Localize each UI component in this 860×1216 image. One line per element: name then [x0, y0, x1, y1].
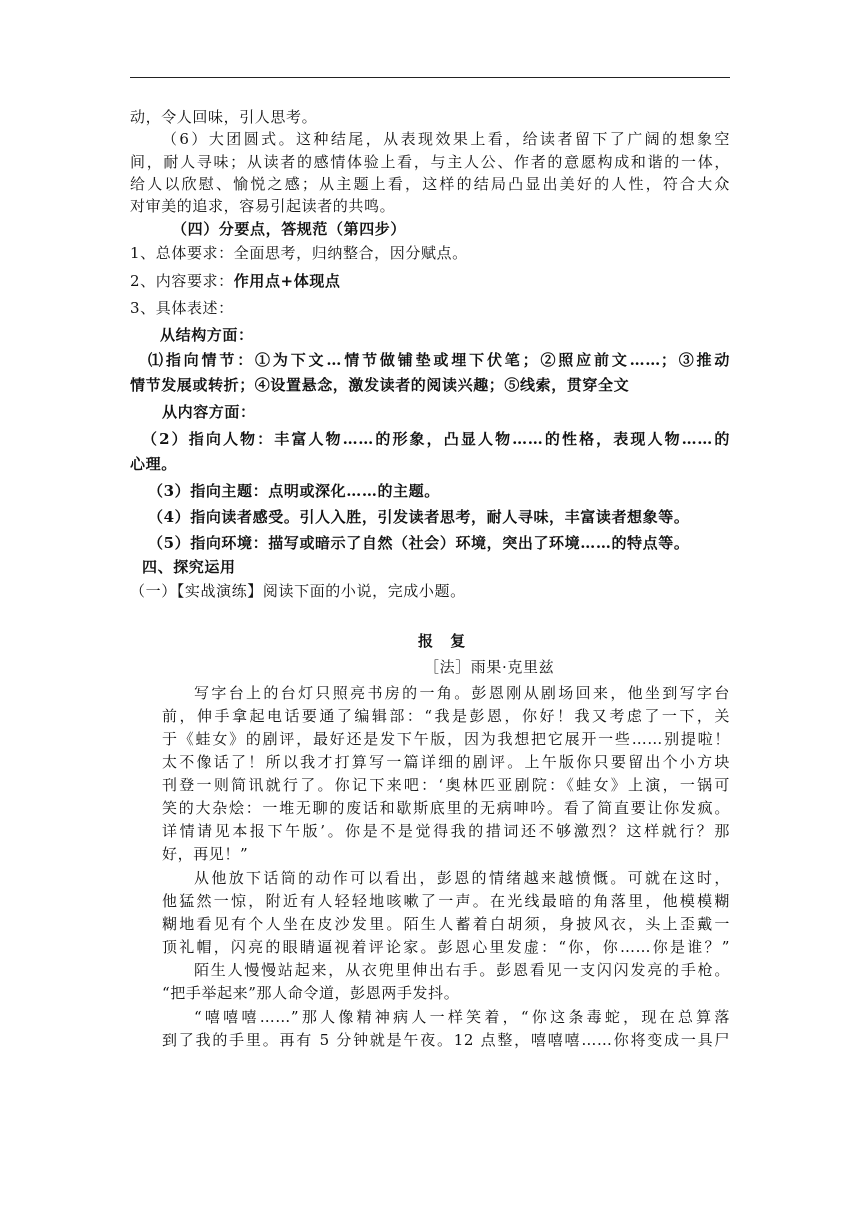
story-line: 糊地看见有个人坐在皮沙发里。陌生人蓄着白胡须，身披风衣，头上歪戴一	[162, 915, 730, 933]
story-line: 写字台上的台灯只照亮书房的一角。彭恩刚从剧场回来，他坐到写字台	[194, 684, 730, 702]
story-line: 到了我的手里。再有 5 分钟就是午夜。12 点整，嘻嘻嘻……你将变成一具尸	[162, 1031, 730, 1049]
text-line: 给人以欣慰、愉悦之感；从主题上看，这样的结局凸显出美好的人性，符合大众	[130, 175, 730, 193]
story-line: 于《蛙女》的剧评，最好还是发下午版，因为我想把它展开一些……别提啦！	[162, 730, 730, 748]
plot-line-2: 情节发展或转折；④设置悬念，激发读者的阅读兴趣；⑤线索，贯穿全文	[130, 376, 630, 394]
practice-label: （一）【实战演练】阅读下面的小说，完成小题。	[130, 582, 466, 600]
story-line: “嘻嘻嘻……”那人像精神病人一样笑着，“你这条毒蛇，现在总算落	[194, 1008, 730, 1026]
story-line: 他猛然一惊，附近有人轻轻地咳嗽了一声。在光线最暗的角落里，他模模糊	[162, 892, 730, 910]
character-line-1: （2）指向人物：丰富人物……的形象，凸显人物……的性格，表现人物……的	[142, 430, 730, 448]
story-title: 报 复	[418, 632, 472, 650]
content-heading: 从内容方面：	[162, 403, 256, 421]
story-line: “把手举起来”那人命令道，彭恩两手发抖。	[162, 984, 460, 1002]
requirement-2	[130, 270, 341, 292]
character-line-2: 心理。	[130, 455, 177, 473]
story-line: 从他放下话筒的动作可以看出，彭恩的情绪越来越愤慨。可就在这时，	[194, 869, 730, 887]
text-line: 动，令人回味，引人思考。	[130, 108, 318, 126]
explore-heading: 四、探究运用	[142, 558, 236, 576]
story-line: 好，再见！”	[162, 845, 249, 863]
environment-line: （5）指向环境：描写或暗示了自然（社会）环境，突出了环境……的特点等。	[148, 534, 690, 552]
text-line: 对审美的追求，容易引起读者的共鸣。	[130, 197, 396, 215]
story-line: 详情请见本报下午版’。你是不是觉得我的措词还不够激烈？这样就行？那	[162, 822, 730, 840]
plot-line-1: ⑴指向情节：①为下文…情节做铺垫或埋下伏笔；②照应前文……；③推动	[148, 351, 730, 369]
story-line: 太不像话了！所以我才打算写一篇详细的剧评。上午版你只要留出个小方块	[162, 753, 730, 771]
structure-heading: 从结构方面：	[160, 326, 254, 344]
story-line: 顶礼帽，闪亮的眼睛逼视着评论家。彭恩心里发虚：“你，你……你是谁？”	[162, 938, 730, 956]
text-line: 间，耐人寻味；从读者的感情体验上看，与主人公、作者的意愿构成和谐的一体，	[130, 153, 730, 171]
requirement-2-value: 作用点+体现点	[233, 272, 341, 290]
theme-line: （3）指向主题：点明或深化……的主题。	[148, 482, 440, 500]
story-line: 陌生人慢慢站起来，从衣兜里伸出右手。彭恩看见一支闪闪发亮的手枪。	[194, 961, 730, 979]
text-line: （6）大团圆式。这种结尾，从表现效果上看，给读者留下了广阔的想象空	[162, 130, 730, 148]
story-line: 笑的大杂烩：一堆无聊的废话和歇斯底里的无病呻吟。看了简直要让你发疯。	[162, 799, 730, 817]
story-author: ［法］雨果·克里兹	[424, 658, 555, 676]
story-line: 刊登一则简讯就行了。你记下来吧：‘奥林匹亚剧院：《蛙女》上演，一锅可	[162, 776, 730, 794]
requirement-2-label: 2、内容要求：	[130, 272, 234, 290]
story-line: 前，伸手拿起电话要通了编辑部：“我是彭恩，你好！我又考虑了一下，关	[162, 707, 730, 725]
reader-line: （4）指向读者感受。引人入胜，引发读者思考，耐人寻味，丰富读者想象等。	[148, 508, 690, 526]
requirement-1: 1、总体要求：全面思考，归纳整合，因分赋点。	[130, 244, 468, 262]
header-rule	[130, 77, 730, 78]
requirement-3: 3、具体表述：	[130, 299, 234, 317]
section-heading: （四）分要点，答规范（第四步）	[172, 220, 407, 238]
